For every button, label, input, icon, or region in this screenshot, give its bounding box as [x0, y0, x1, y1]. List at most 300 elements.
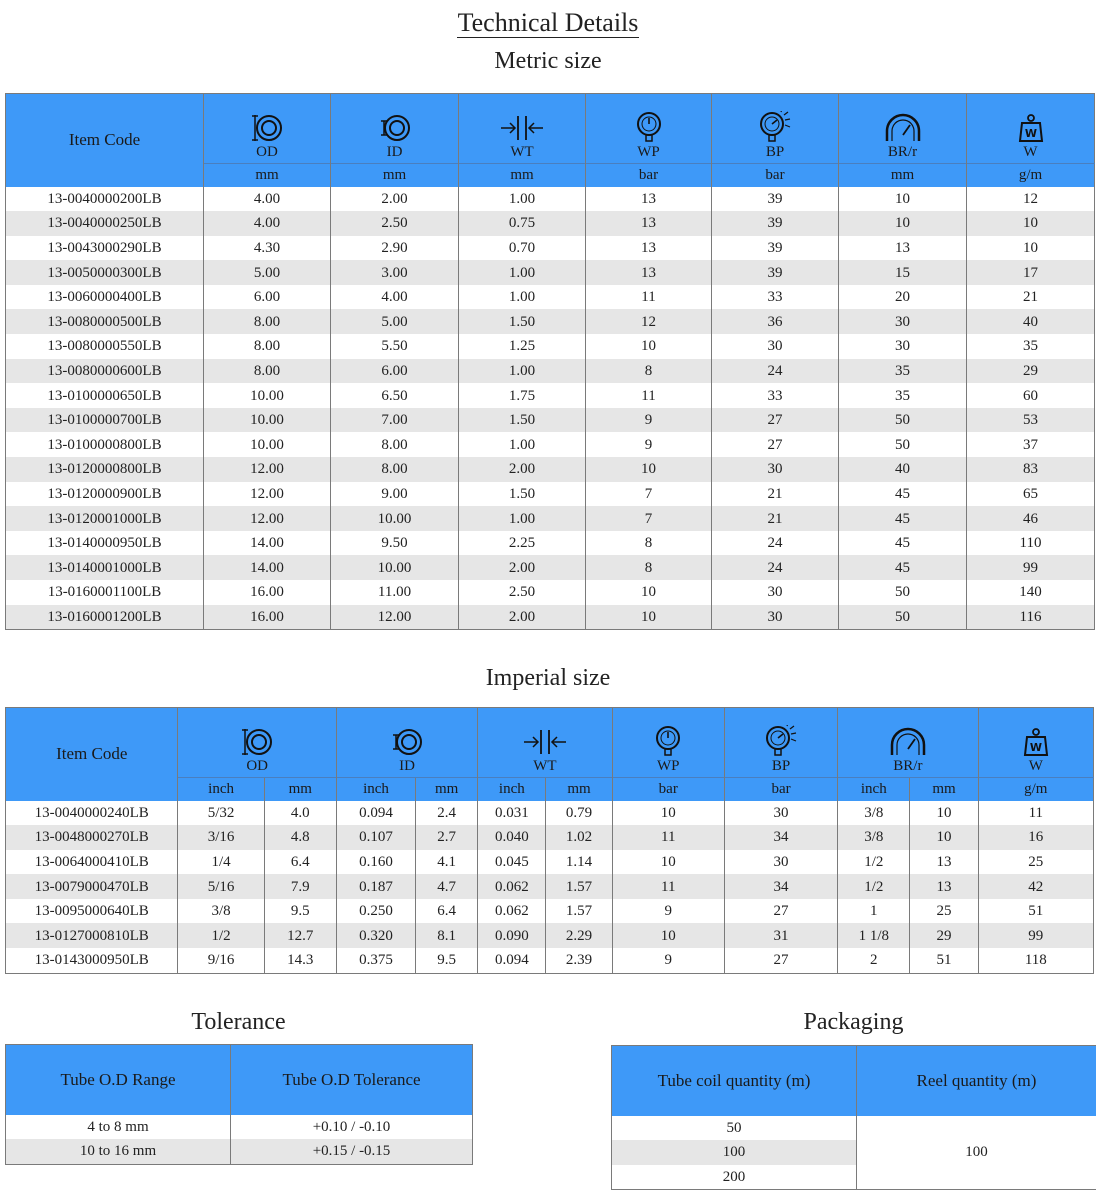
value-cell: 4.30 — [204, 236, 331, 261]
metric-table-body — [6, 187, 1095, 630]
item-code-cell: 13-0120000900LB — [6, 482, 204, 507]
table-row — [6, 555, 1095, 580]
value-cell: 10.00 — [204, 408, 331, 433]
value-cell: 13 — [839, 236, 967, 261]
value-cell: 12 — [967, 187, 1095, 212]
value-cell: 4.8 — [264, 825, 336, 850]
value-cell: 6.50 — [331, 383, 459, 408]
value-cell: 11 — [612, 874, 724, 899]
value-cell: 13 — [586, 236, 712, 261]
item-code-cell: 13-0080000550LB — [6, 334, 204, 359]
value-cell: 39 — [712, 236, 839, 261]
unit-label: mm — [910, 778, 978, 801]
value-cell: 140 — [967, 580, 1095, 605]
value-cell: 2.50 — [331, 211, 459, 236]
value-cell: 60 — [967, 383, 1095, 408]
value-cell: 12.00 — [331, 605, 459, 630]
od-icon — [178, 727, 335, 757]
burst-gauge-icon — [725, 725, 837, 757]
table-row — [6, 408, 1095, 433]
value-cell: 14.00 — [204, 555, 331, 580]
value-cell: 8 — [586, 359, 712, 384]
table-row — [6, 432, 1095, 457]
column-label: OD — [256, 144, 278, 160]
metric-table — [5, 93, 1095, 630]
value-cell: 1.25 — [459, 334, 586, 359]
value-cell: 2.7 — [416, 825, 478, 850]
value-cell: 1/2 — [178, 923, 264, 948]
value-cell: 0.320 — [336, 923, 415, 948]
value-cell: 10.00 — [204, 383, 331, 408]
packaging-header-coil: Tube coil quantity (m) — [612, 1046, 857, 1116]
value-cell: 20 — [839, 285, 967, 310]
value-cell: 12.00 — [204, 482, 331, 507]
value-cell: 5.00 — [204, 260, 331, 285]
value-cell: 118 — [978, 948, 1093, 973]
item-code-cell: 13-0080000500LB — [6, 309, 204, 334]
item-code-cell: 13-0080000600LB — [6, 359, 204, 384]
unit-label: bar — [612, 778, 724, 801]
value-cell: 33 — [712, 383, 839, 408]
page-title — [0, 8, 1096, 38]
item-code-cell: 13-0050000300LB — [6, 260, 204, 285]
value-cell: 10.00 — [331, 506, 459, 531]
value-cell: 35 — [839, 383, 967, 408]
value-cell: 17 — [967, 260, 1095, 285]
value-cell: 4.7 — [416, 874, 478, 899]
value-cell: 8.1 — [416, 923, 478, 948]
value-cell: 1.00 — [459, 285, 586, 310]
value-cell: 50 — [839, 605, 967, 630]
value-cell: 2.00 — [459, 605, 586, 630]
tolerance-header-range: Tube O.D Range — [6, 1045, 231, 1115]
value-cell: 6.00 — [331, 359, 459, 384]
metric-header-od — [204, 94, 331, 164]
value-cell: 34 — [724, 874, 837, 899]
value-cell: 24 — [712, 531, 839, 556]
item-code-cell: 13-0060000400LB — [6, 285, 204, 310]
unit-label: mm — [416, 778, 478, 801]
bend-radius-icon — [839, 113, 966, 143]
value-cell: 11 — [586, 383, 712, 408]
value-cell: 3.00 — [331, 260, 459, 285]
value-cell: 1 1/8 — [838, 923, 910, 948]
value-cell: 5/16 — [178, 874, 264, 899]
value-cell: 27 — [712, 408, 839, 433]
imperial-header-wt — [478, 708, 612, 778]
value-cell: 1.57 — [546, 899, 612, 924]
metric-item-code-header: Item Code — [6, 94, 204, 187]
tolerance-cell: +0.15 / -0.15 — [231, 1139, 473, 1164]
value-cell: 4.1 — [416, 850, 478, 875]
value-cell: 0.75 — [459, 211, 586, 236]
value-cell: 9.00 — [331, 482, 459, 507]
imperial-header-wp — [612, 708, 724, 778]
item-code-cell: 13-0040000240LB — [6, 801, 178, 826]
metric-header-id — [331, 94, 459, 164]
tolerance-table-body — [6, 1115, 473, 1165]
value-cell: 0.062 — [478, 874, 546, 899]
value-cell: 21 — [712, 506, 839, 531]
column-label: BR/r — [887, 144, 918, 160]
value-cell: 1 — [838, 899, 910, 924]
value-cell: 2.00 — [459, 457, 586, 482]
unit-label: inch — [478, 778, 546, 801]
table-row — [6, 309, 1095, 334]
imperial-table — [5, 707, 1094, 974]
value-cell: 50 — [839, 408, 967, 433]
value-cell: 1.50 — [459, 482, 586, 507]
table-row — [6, 531, 1095, 556]
value-cell: 1/4 — [178, 850, 264, 875]
value-cell: 30 — [839, 334, 967, 359]
value-cell: 40 — [839, 457, 967, 482]
id-icon — [331, 113, 458, 143]
value-cell: 25 — [910, 899, 978, 924]
value-cell: 1.75 — [459, 383, 586, 408]
svg-text:W: W — [1024, 127, 1037, 140]
table-row — [6, 236, 1095, 261]
value-cell: 1.50 — [459, 309, 586, 334]
value-cell: 2.25 — [459, 531, 586, 556]
column-label: OD — [246, 758, 269, 774]
item-code-cell: 13-0040000250LB — [6, 211, 204, 236]
value-cell: 9 — [586, 408, 712, 433]
value-cell: 35 — [967, 334, 1095, 359]
value-cell: 12 — [586, 309, 712, 334]
item-code-cell: 13-0120001000LB — [6, 506, 204, 531]
table-row — [6, 801, 1094, 826]
value-cell: 2.50 — [459, 580, 586, 605]
unit-label: inch — [838, 778, 910, 801]
value-cell: 13 — [586, 211, 712, 236]
value-cell: 30 — [839, 309, 967, 334]
item-code-cell: 13-0120000800LB — [6, 457, 204, 482]
value-cell: 1/2 — [838, 874, 910, 899]
table-row — [6, 187, 1095, 212]
value-cell: 53 — [967, 408, 1095, 433]
value-cell: 35 — [839, 359, 967, 384]
tolerance-cell: 10 to 16 mm — [6, 1139, 231, 1164]
value-cell: 3/8 — [178, 899, 264, 924]
value-cell: 39 — [712, 260, 839, 285]
item-code-cell: 13-0048000270LB — [6, 825, 178, 850]
value-cell: 39 — [712, 187, 839, 212]
value-cell: 16.00 — [204, 580, 331, 605]
column-label: WP — [657, 758, 680, 774]
value-cell: 0.187 — [336, 874, 415, 899]
item-code-cell: 13-0140001000LB — [6, 555, 204, 580]
wt-icon — [478, 727, 611, 757]
value-cell: 9.50 — [331, 531, 459, 556]
value-cell: 0.160 — [336, 850, 415, 875]
value-cell: 65 — [967, 482, 1095, 507]
value-cell: 21 — [967, 285, 1095, 310]
value-cell: 10 — [910, 825, 978, 850]
value-cell: 10 — [586, 457, 712, 482]
id-icon — [337, 727, 477, 757]
packaging-table — [611, 1045, 1096, 1190]
value-cell: 0.090 — [478, 923, 546, 948]
value-cell: 10 — [586, 334, 712, 359]
value-cell: 1.14 — [546, 850, 612, 875]
value-cell: 51 — [978, 899, 1093, 924]
item-code-cell: 13-0100000700LB — [6, 408, 204, 433]
value-cell: 45 — [839, 555, 967, 580]
table-row — [6, 482, 1095, 507]
packaging-title: Packaging — [803, 1009, 904, 1035]
value-cell: 15 — [839, 260, 967, 285]
value-cell: 5.50 — [331, 334, 459, 359]
metric-header-bp — [712, 94, 839, 164]
value-cell: 1.00 — [459, 187, 586, 212]
value-cell: 12.00 — [204, 457, 331, 482]
packaging-header-reel: Reel quantity (m) — [857, 1046, 1096, 1116]
value-cell: 45 — [839, 531, 967, 556]
value-cell: 5.00 — [331, 309, 459, 334]
value-cell: 0.70 — [459, 236, 586, 261]
imperial-table-body — [6, 801, 1094, 974]
value-cell: 30 — [712, 580, 839, 605]
value-cell: 7.00 — [331, 408, 459, 433]
tolerance-header-tolerance: Tube O.D Tolerance — [231, 1045, 473, 1115]
value-cell: 30 — [712, 605, 839, 630]
value-cell: 2.00 — [331, 187, 459, 212]
tolerance-table — [5, 1044, 473, 1165]
table-row — [6, 825, 1094, 850]
imperial-header-w — [978, 708, 1093, 778]
value-cell: 29 — [910, 923, 978, 948]
table-row — [6, 899, 1094, 924]
table-row — [6, 850, 1094, 875]
value-cell: 8 — [586, 531, 712, 556]
unit-label: bar — [724, 778, 837, 801]
value-cell: 1.50 — [459, 408, 586, 433]
packaging-coil-cell: 50 — [612, 1116, 857, 1141]
value-cell: 11.00 — [331, 580, 459, 605]
value-cell: 11 — [612, 825, 724, 850]
page-title-text: Technical Details — [457, 8, 639, 37]
value-cell: 51 — [910, 948, 978, 973]
value-cell: 1.00 — [459, 359, 586, 384]
value-cell: 24 — [712, 359, 839, 384]
unit-label: mm — [204, 164, 331, 187]
value-cell: 10 — [612, 801, 724, 826]
value-cell: 99 — [978, 923, 1093, 948]
svg-text:W: W — [1029, 741, 1042, 754]
table-row — [6, 580, 1095, 605]
value-cell: 1.57 — [546, 874, 612, 899]
value-cell: 12.7 — [264, 923, 336, 948]
value-cell: 11 — [586, 285, 712, 310]
metric-header-wp — [586, 94, 712, 164]
value-cell: 0.040 — [478, 825, 546, 850]
item-code-cell: 13-0143000950LB — [6, 948, 178, 973]
value-cell: 6.00 — [204, 285, 331, 310]
column-label: BP — [771, 758, 791, 774]
value-cell: 116 — [967, 605, 1095, 630]
value-cell: 42 — [978, 874, 1093, 899]
value-cell: 10 — [967, 211, 1095, 236]
table-row — [6, 457, 1095, 482]
value-cell: 31 — [724, 923, 837, 948]
metric-header-br-r — [839, 94, 967, 164]
unit-label: mm — [331, 164, 459, 187]
value-cell: 45 — [839, 482, 967, 507]
column-label: ID — [399, 758, 415, 774]
od-icon — [204, 113, 330, 143]
value-cell: 14.3 — [264, 948, 336, 973]
value-cell: 12.00 — [204, 506, 331, 531]
column-label: W — [1028, 758, 1043, 774]
value-cell: 7 — [586, 506, 712, 531]
imperial-title: Imperial size — [485, 665, 611, 691]
value-cell: 9 — [586, 432, 712, 457]
value-cell: 0.094 — [478, 948, 546, 973]
unit-label: inch — [336, 778, 415, 801]
value-cell: 6.4 — [416, 899, 478, 924]
value-cell: 4.00 — [331, 285, 459, 310]
unit-label: g/m — [967, 164, 1095, 187]
bend-radius-icon — [838, 727, 977, 757]
value-cell: 10 — [586, 605, 712, 630]
metric-header-wt — [459, 94, 586, 164]
value-cell: 30 — [724, 801, 837, 826]
value-cell: 10 — [612, 923, 724, 948]
imperial-item-code-header: Item Code — [6, 708, 178, 801]
value-cell: 0.250 — [336, 899, 415, 924]
item-code-cell: 13-0040000200LB — [6, 187, 204, 212]
table-row — [6, 923, 1094, 948]
value-cell: 10 — [586, 580, 712, 605]
imperial-header-id — [336, 708, 477, 778]
value-cell: 5/32 — [178, 801, 264, 826]
value-cell: 3/8 — [838, 825, 910, 850]
value-cell: 8.00 — [331, 457, 459, 482]
value-cell: 8.00 — [204, 309, 331, 334]
value-cell: 8 — [586, 555, 712, 580]
table-row — [6, 260, 1095, 285]
item-code-cell: 13-0043000290LB — [6, 236, 204, 261]
wt-icon — [459, 113, 585, 143]
item-code-cell: 13-0064000410LB — [6, 850, 178, 875]
table-row — [6, 285, 1095, 310]
item-code-cell: 13-0140000950LB — [6, 531, 204, 556]
table-row — [6, 948, 1094, 973]
value-cell: 8.00 — [204, 334, 331, 359]
value-cell: 4.0 — [264, 801, 336, 826]
value-cell: 6.4 — [264, 850, 336, 875]
item-code-cell: 13-0160001200LB — [6, 605, 204, 630]
value-cell: 1.00 — [459, 506, 586, 531]
value-cell: 29 — [967, 359, 1095, 384]
packaging-coil-cell: 100 — [612, 1140, 857, 1165]
imperial-header-od — [178, 708, 336, 778]
metric-header-w — [967, 94, 1095, 164]
table-row — [6, 211, 1095, 236]
metric-title: Metric size — [494, 48, 602, 74]
value-cell: 0.094 — [336, 801, 415, 826]
value-cell: 30 — [712, 334, 839, 359]
column-label: WP — [637, 144, 660, 160]
value-cell: 27 — [712, 432, 839, 457]
item-code-cell: 13-0127000810LB — [6, 923, 178, 948]
value-cell: 7 — [586, 482, 712, 507]
value-cell: 13 — [910, 874, 978, 899]
gauge-icon — [586, 111, 711, 143]
value-cell: 83 — [967, 457, 1095, 482]
unit-label: mm — [459, 164, 586, 187]
unit-label: mm — [264, 778, 336, 801]
value-cell: 4.00 — [204, 211, 331, 236]
value-cell: 34 — [724, 825, 837, 850]
column-label: W — [1023, 144, 1038, 160]
tolerance-cell: +0.10 / -0.10 — [231, 1115, 473, 1140]
packaging-reel-cell: 100 — [857, 1116, 1096, 1190]
value-cell: 2.00 — [459, 555, 586, 580]
unit-label: inch — [178, 778, 264, 801]
value-cell: 1/2 — [838, 850, 910, 875]
value-cell: 2.39 — [546, 948, 612, 973]
value-cell: 0.031 — [478, 801, 546, 826]
value-cell: 8.00 — [331, 432, 459, 457]
value-cell: 25 — [978, 850, 1093, 875]
value-cell: 21 — [712, 482, 839, 507]
value-cell: 37 — [967, 432, 1095, 457]
value-cell: 13 — [910, 850, 978, 875]
value-cell: 50 — [839, 580, 967, 605]
value-cell: 9.5 — [416, 948, 478, 973]
value-cell: 99 — [967, 555, 1095, 580]
value-cell: 24 — [712, 555, 839, 580]
value-cell: 2.90 — [331, 236, 459, 261]
value-cell: 0.375 — [336, 948, 415, 973]
column-label: WT — [533, 758, 557, 774]
table-row — [6, 506, 1095, 531]
imperial-header-br-r — [838, 708, 978, 778]
value-cell: 7.9 — [264, 874, 336, 899]
item-code-cell: 13-0100000800LB — [6, 432, 204, 457]
item-code-cell: 13-0100000650LB — [6, 383, 204, 408]
value-cell: 10 — [612, 850, 724, 875]
value-cell: 8.00 — [204, 359, 331, 384]
packaging-coil-cell: 200 — [612, 1165, 857, 1190]
value-cell: 13 — [586, 187, 712, 212]
table-row — [6, 334, 1095, 359]
value-cell: 16.00 — [204, 605, 331, 630]
value-cell: 3/16 — [178, 825, 264, 850]
value-cell: 10 — [839, 187, 967, 212]
value-cell: 0.79 — [546, 801, 612, 826]
value-cell: 10 — [839, 211, 967, 236]
value-cell: 4.00 — [204, 187, 331, 212]
gauge-icon — [613, 725, 724, 757]
weight-icon — [979, 727, 1093, 757]
value-cell: 0.107 — [336, 825, 415, 850]
item-code-cell: 13-0095000640LB — [6, 899, 178, 924]
column-label: WT — [510, 144, 534, 160]
unit-label: mm — [839, 164, 967, 187]
value-cell: 36 — [712, 309, 839, 334]
unit-label: bar — [586, 164, 712, 187]
value-cell: 9.5 — [264, 899, 336, 924]
value-cell: 0.062 — [478, 899, 546, 924]
tolerance-cell: 4 to 8 mm — [6, 1115, 231, 1140]
value-cell: 9 — [612, 899, 724, 924]
unit-label: bar — [712, 164, 839, 187]
item-code-cell: 13-0079000470LB — [6, 874, 178, 899]
value-cell: 27 — [724, 948, 837, 973]
